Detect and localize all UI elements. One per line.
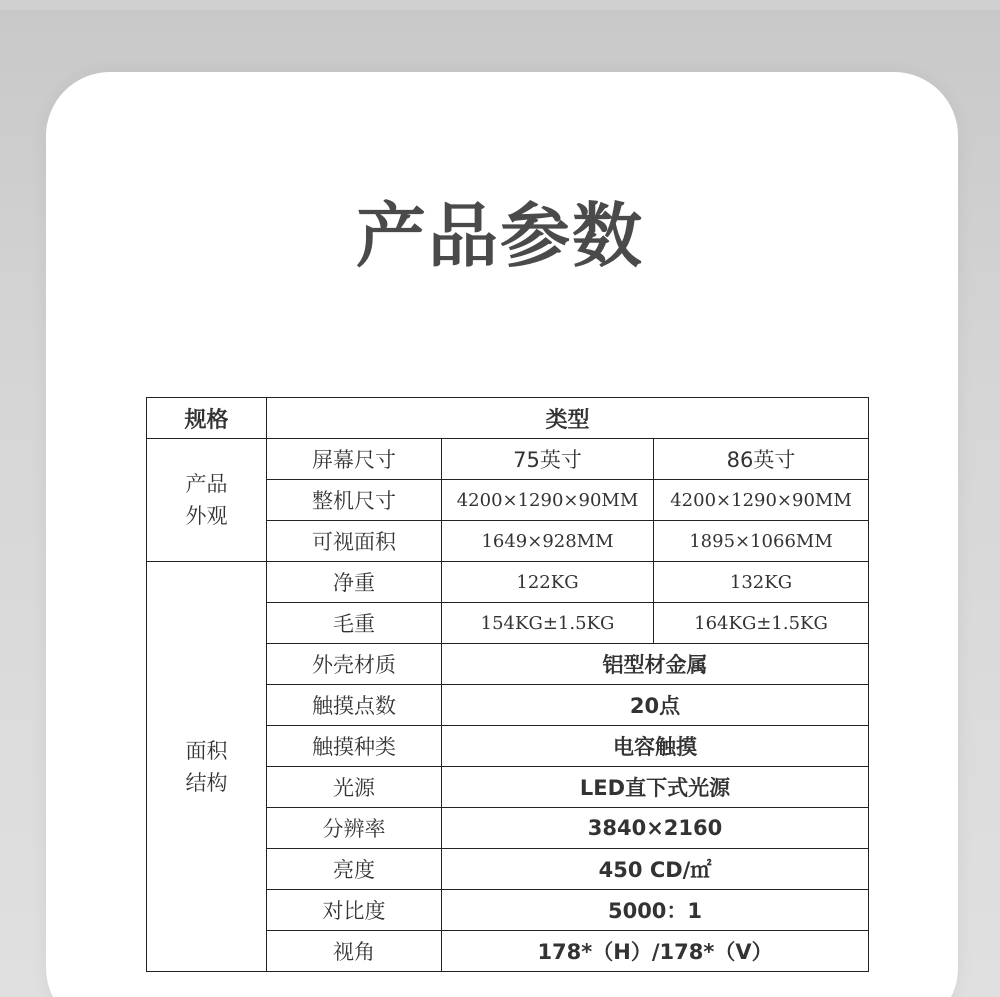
merged-value: 3840×2160 (442, 808, 869, 849)
row-label: 整机尺寸 (267, 480, 442, 521)
value-86: 132KG (654, 562, 869, 603)
spec-table (146, 397, 869, 972)
header-type: 类型 (267, 398, 869, 439)
value-86: 86英寸 (654, 439, 869, 480)
merged-value: 5000：1 (442, 890, 869, 931)
row-label: 毛重 (267, 603, 442, 644)
row-label: 触摸种类 (267, 726, 442, 767)
merged-value: 铝型材金属 (442, 644, 869, 685)
value-86: 4200×1290×90MM (654, 480, 869, 521)
row-label: 外壳材质 (267, 644, 442, 685)
row-label: 对比度 (267, 890, 442, 931)
row-label: 光源 (267, 767, 442, 808)
merged-value: 电容触摸 (442, 726, 869, 767)
merged-value: 450 CD/㎡ (442, 849, 869, 890)
page-title: 产品参数 (356, 195, 644, 277)
merged-value: 178*（H）/178*（V） (442, 931, 869, 972)
table-row (147, 562, 869, 603)
row-label: 分辨率 (267, 808, 442, 849)
value-75: 154KG±1.5KG (442, 603, 654, 644)
value-75: 122KG (442, 562, 654, 603)
value-75: 75英寸 (442, 439, 654, 480)
row-label: 屏幕尺寸 (267, 439, 442, 480)
row-label: 触摸点数 (267, 685, 442, 726)
merged-value: LED直下式光源 (442, 767, 869, 808)
top-band (0, 0, 1000, 10)
row-label: 可视面积 (267, 521, 442, 562)
group-label-text: 面积结构 (185, 738, 228, 795)
value-75: 1649×928MM (442, 521, 654, 562)
group-label-structure (147, 562, 267, 972)
table-header-row (147, 398, 869, 439)
row-label: 净重 (267, 562, 442, 603)
value-75: 4200×1290×90MM (442, 480, 654, 521)
group-label-text: 产品外观 (185, 472, 228, 528)
row-label: 视角 (267, 931, 442, 972)
merged-value: 20点 (442, 685, 869, 726)
value-86: 1895×1066MM (654, 521, 869, 562)
group-label-appearance (147, 439, 267, 562)
value-86: 164KG±1.5KG (654, 603, 869, 644)
row-label: 亮度 (267, 849, 442, 890)
table-row (147, 439, 869, 480)
header-spec: 规格 (147, 398, 267, 439)
